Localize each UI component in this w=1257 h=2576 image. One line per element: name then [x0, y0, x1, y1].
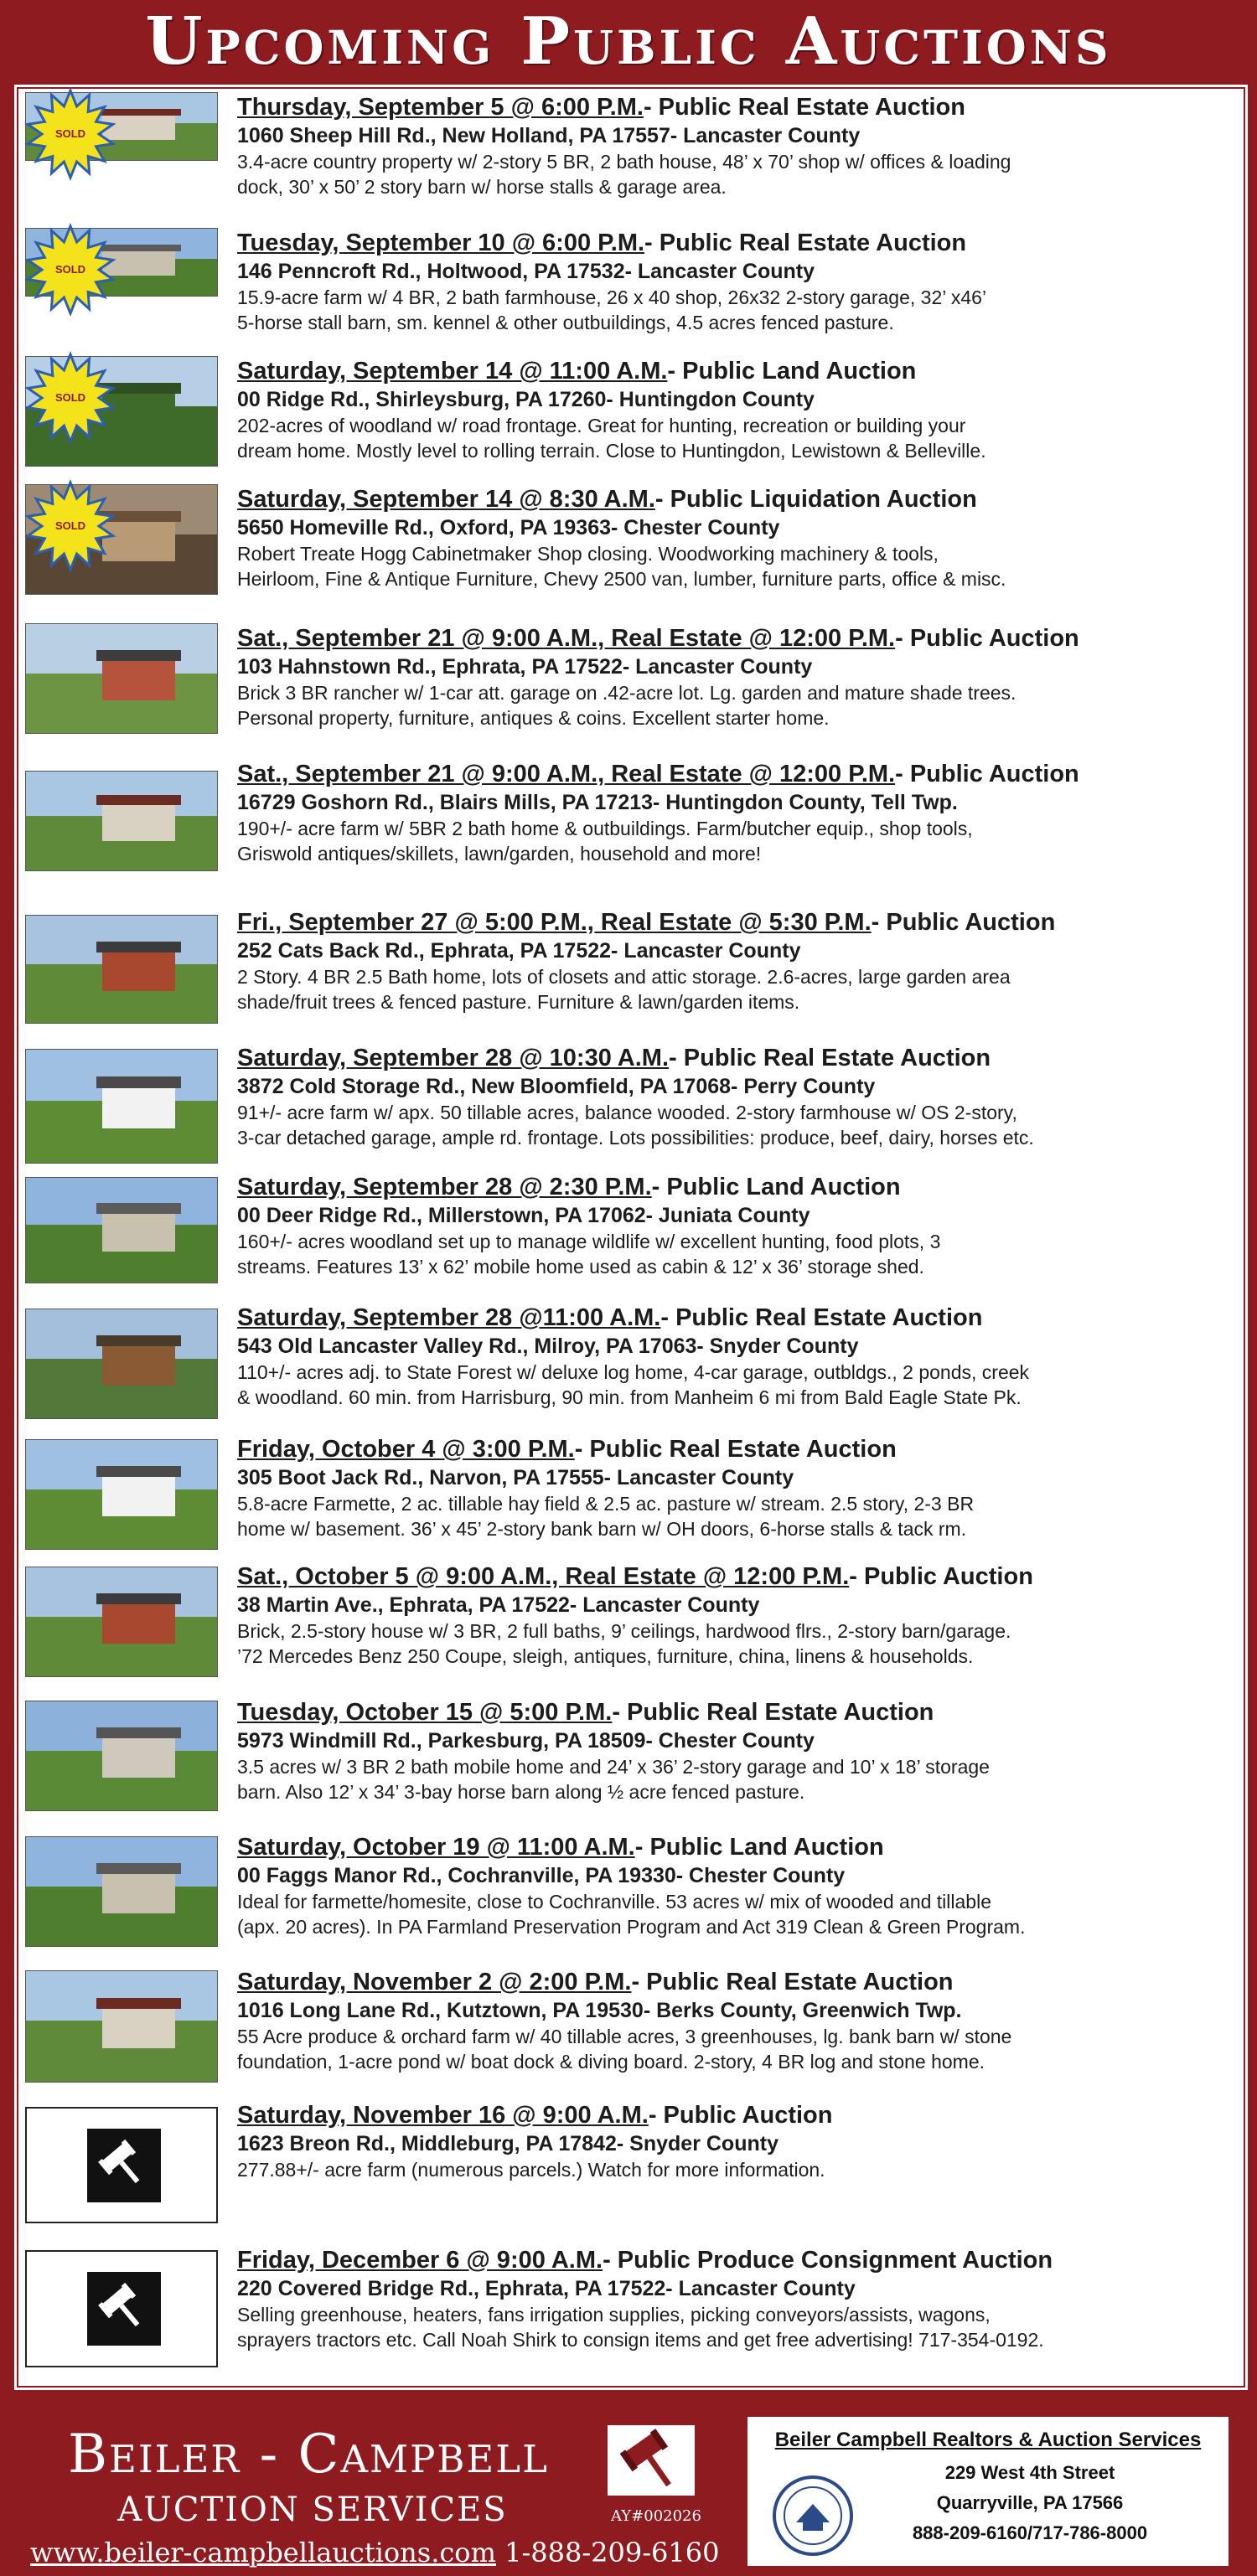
property-photo	[25, 915, 218, 1024]
listing-date: Saturday, October 19 @ 11:00 A.M.	[237, 1834, 635, 1861]
listing-type: - Public Real Estate Auction	[669, 1045, 991, 1071]
listing-address: 103 Hahnstown Rd., Ephrata, PA 17522- Lancaster County	[237, 655, 813, 679]
listing-details	[237, 1172, 1226, 1279]
listing-date: Saturday, September 14 @ 8:30 A.M.	[237, 486, 655, 513]
description-line: & woodland. 60 min. from Harrisburg, 90 min. from Manheim 6 mi from Bald Eagle State Pk.	[237, 1386, 1022, 1408]
listing-date-line	[237, 1172, 1226, 1202]
property-photo	[25, 1177, 218, 1283]
listing-date-line	[237, 2100, 1226, 2130]
listing-address: 1623 Breon Rd., Middleburg, PA 17842- Snyder County	[237, 2132, 779, 2155]
listing-description	[237, 2302, 1226, 2352]
listing-details	[237, 623, 1226, 730]
listing-address: 00 Deer Ridge Rd., Millerstown, PA 17062- Juniata County	[237, 1204, 810, 1227]
listing-details	[237, 228, 1226, 335]
listing-date: Sat., September 21 @ 9:00 A.M., Real Estate @ 12:00 P.M.	[237, 761, 896, 787]
listing-date-line	[237, 2245, 1226, 2275]
sold-badge	[20, 478, 121, 578]
description-line: 2 Story. 4 BR 2.5 Bath home, lots of closets and attic storage. 2.6-acres, large garden area	[237, 966, 1011, 988]
listing-details	[237, 2100, 1226, 2182]
listing-details	[237, 1562, 1226, 1669]
listing-type: - Public Real Estate Auction	[631, 1969, 954, 1995]
listing-date-line	[237, 1303, 1226, 1333]
footer	[0, 2392, 1257, 2576]
sold-badge	[20, 85, 121, 186]
listing-description	[237, 816, 1226, 866]
listing-date-line	[237, 907, 1226, 937]
description-line: 110+/- acres adj. to State Forest w/ deluxe log home, 4-car garage, outbldgs., 2 ponds, creek	[237, 1361, 1030, 1383]
property-photo	[25, 771, 218, 871]
listing-details	[237, 907, 1226, 1014]
description-line: Brick, 2.5-story house w/ 3 BR, 2 full baths, 9’ ceilings, hardwood flrs., 2-story barn/garage.	[237, 1620, 1011, 1642]
listing-address: 252 Cats Back Rd., Ephrata, PA 17522- Lancaster County	[237, 939, 801, 963]
listing-type: - Public Auction	[895, 625, 1079, 652]
sold-badge	[20, 221, 121, 322]
listing-details	[237, 1043, 1226, 1150]
listing-date-line	[237, 759, 1226, 789]
brand-subtitle: AUCTION SERVICES	[117, 2491, 508, 2529]
page-title: Upcoming Public Auctions	[145, 3, 1112, 80]
listing-type: - Public Real Estate Auction	[643, 94, 965, 121]
sold-label: SOLD	[54, 519, 86, 532]
listing-type: - Public Auction	[871, 909, 1056, 936]
listing-address: 16729 Goshorn Rd., Blairs Mills, PA 17213- Huntingdon County, Tell Twp.	[237, 791, 958, 814]
listing-date: Sat., October 5 @ 9:00 A.M., Real Estate @ 12:00 P.M.	[237, 1563, 850, 1590]
website-link[interactable]: www.beiler-campbellauctions.com	[30, 2537, 496, 2568]
description-line: shade/fruit trees & fenced pasture. Furniture & lawn/garden items.	[237, 991, 800, 1013]
listing-description	[237, 413, 1226, 463]
listing-type: - Public Land Auction	[634, 1834, 884, 1861]
listing-details	[237, 759, 1226, 866]
listing-description	[237, 285, 1226, 335]
listing-address: 5650 Homeville Rd., Oxford, PA 19363- Chester County	[237, 516, 780, 539]
listing-details	[237, 2245, 1226, 2352]
description-line: (apx. 20 acres). In PA Farmland Preservation Program and Act 319 Clean & Green Program.	[237, 1916, 1026, 1938]
listing-details	[237, 92, 1226, 199]
listing-description	[237, 964, 1226, 1014]
description-line: streams. Features 13’ x 62’ mobile home used as cabin & 12’ x 36’ storage shed.	[237, 1256, 924, 1278]
listing-description	[237, 680, 1226, 730]
brand-name: Beiler - Campbell	[67, 2424, 550, 2486]
listing-address: 5973 Windmill Rd., Parkesburg, PA 18509- Chester County	[237, 1729, 815, 1753]
listing-details	[237, 1697, 1226, 1804]
description-line: Robert Treate Hogg Cabinetmaker Shop closing. Woodworking machinery & tools,	[237, 543, 939, 565]
listing-type: - Public Real Estate Auction	[574, 1436, 897, 1463]
listing-address: 1016 Long Lane Rd., Kutztown, PA 19530- Berks County, Greenwich Twp.	[237, 1999, 962, 2022]
description-line: Selling greenhouse, heaters, fans irrigation supplies, picking conveyors/assists, wagons,	[237, 2304, 991, 2326]
listing-date-line	[237, 484, 1226, 514]
listing-details	[237, 1832, 1226, 1939]
footer-phone: 1-888-209-6160	[495, 2537, 720, 2568]
listing-description	[237, 541, 1226, 591]
listing-date-line	[237, 1043, 1226, 1073]
description-line: 15.9-acre farm w/ 4 BR, 2 bath farmhouse, 26 x 40 shop, 26x32 2-story garage, 32’ x46’	[237, 287, 987, 308]
listing-details	[237, 1434, 1226, 1541]
listing-description	[237, 1618, 1226, 1669]
description-line: 277.88+/- acre farm (numerous parcels.) Watch for more information.	[237, 2159, 825, 2181]
property-photo	[25, 1567, 218, 1677]
listing-date: Sat., September 21 @ 9:00 A.M., Real Estate @ 12:00 P.M.	[237, 625, 896, 652]
listing-date: Saturday, September 28 @ 10:30 A.M.	[237, 1045, 670, 1071]
listing-details	[237, 1303, 1226, 1410]
listing-description	[237, 2024, 1226, 2074]
description-line: Griswold antiques/skillets, lawn/garden, household and more!	[237, 843, 762, 865]
listing-date: Thursday, September 5 @ 6:00 P.M.	[237, 94, 644, 121]
property-photo	[25, 1701, 218, 1811]
contact-street: 229 West 4th Street	[944, 2462, 1115, 2483]
listing-description	[237, 1100, 1226, 1150]
contact-box	[747, 2417, 1229, 2566]
listing-address: 3872 Cold Storage Rd., New Bloomfield, PA 17068- Perry County	[237, 1075, 876, 1098]
property-photo	[25, 1049, 218, 1164]
listing-description	[237, 149, 1226, 199]
listing-date-line	[237, 1967, 1226, 1997]
listing-address: 00 Faggs Manor Rd., Cochranville, PA 19330- Chester County	[237, 1864, 846, 1887]
listing-date: Saturday, September 28 @11:00 A.M.	[237, 1304, 661, 1331]
contact-phones: 888-209-6160/717-786-8000	[912, 2522, 1148, 2543]
description-line: 5-horse stall barn, sm. kennel & other outbuildings, 4.5 acres fenced pasture.	[237, 312, 894, 333]
property-photo	[25, 1970, 218, 2083]
listing-date: Tuesday, September 10 @ 6:00 P.M.	[237, 230, 645, 256]
description-line: Brick 3 BR rancher w/ 1-car att. garage on .42-acre lot. Lg. garden and mature shade trees.	[237, 682, 1016, 704]
listing-type: - Public Land Auction	[667, 358, 917, 385]
listing-details	[237, 356, 1226, 463]
website-and-phone	[30, 2536, 719, 2569]
description-line: 91+/- acre farm w/ apx. 50 tillable acres, balance wooded. 2-story farmhouse w/ OS 2-story,	[237, 1102, 1017, 1123]
property-photo	[25, 1836, 218, 1947]
sold-label: SOLD	[54, 391, 86, 404]
description-line: 55 Acre produce & orchard farm w/ 40 tillable acres, 3 greenhouses, lg. bank barn w/ stone	[237, 2026, 1012, 2047]
description-line: ’72 Mercedes Benz 250 Coupe, sleigh, antiques, furniture, china, linens & households.	[237, 1645, 974, 1667]
listing-date-line	[237, 623, 1226, 653]
gavel-icon	[87, 2272, 161, 2346]
listing-date: Friday, December 6 @ 9:00 A.M.	[237, 2247, 603, 2274]
listing-type: - Public Produce Consignment Auction	[603, 2247, 1053, 2274]
description-line: 5.8-acre Farmette, 2 ac. tillable hay field & 2.5 ac. pasture w/ stream. 2.5 story, 2-3 BR	[237, 1493, 975, 1515]
contact-city: Quarryville, PA 17566	[936, 2492, 1124, 2513]
description-line: 202-acres of woodland w/ road frontage. Great for hunting, recreation or building your	[237, 415, 966, 436]
description-line: dock, 30’ x 50’ 2 story barn w/ horse stalls & garage area.	[237, 176, 727, 198]
listing-placeholder-image	[25, 2107, 218, 2223]
listing-date-line	[237, 92, 1226, 122]
listing-date: Tuesday, October 15 @ 5:00 P.M.	[237, 1699, 613, 1726]
listing-description	[237, 1229, 1226, 1279]
listing-description	[237, 1491, 1226, 1541]
listing-date-line	[237, 1832, 1226, 1862]
listing-date: Saturday, September 28 @ 2:30 P.M.	[237, 1174, 652, 1200]
description-line: 3.5 acres w/ 3 BR 2 bath mobile home and 24’ x 36’ 2-story garage and 10’ x 18’ storage	[237, 1756, 990, 1778]
description-line: foundation, 1-acre pond w/ boat dock & diving board. 2-story, 4 BR log and stone home.	[237, 2051, 985, 2073]
listing-address: 146 Penncroft Rd., Holtwood, PA 17532- Lancaster County	[237, 260, 815, 283]
listing-type: - Public Auction	[648, 2102, 833, 2129]
description-line: sprayers tractors etc. Call Noah Shirk to consign items and get free advertising! 717-354-0192.	[237, 2329, 1044, 2351]
sold-badge	[20, 349, 121, 450]
listing-description	[237, 1360, 1226, 1410]
property-photo	[25, 1439, 218, 1550]
description-line: 190+/- acre farm w/ 5BR 2 bath home & outbuildings. Farm/butcher equip., shop tools,	[237, 818, 973, 839]
listing-date: Saturday, November 16 @ 9:00 A.M.	[237, 2102, 649, 2129]
listing-type: - Public Land Auction	[651, 1174, 901, 1200]
listing-date-line	[237, 228, 1226, 258]
listing-address: 305 Boot Jack Rd., Narvon, PA 17555- Lancaster County	[237, 1466, 794, 1489]
description-line: 160+/- acres woodland set up to manage wildlife w/ excellent hunting, food plots, 3	[237, 1231, 941, 1252]
listing-description	[237, 1889, 1226, 1939]
license-number: AY#002026	[611, 2507, 701, 2525]
sold-label: SOLD	[54, 263, 86, 276]
listing-type: - Public Auction	[849, 1563, 1033, 1590]
listing-type: - Public Real Estate Auction	[660, 1304, 983, 1331]
listing-type: - Public Real Estate Auction	[644, 230, 967, 256]
listing-address: 1060 Sheep Hill Rd., New Holland, PA 17557- Lancaster County	[237, 124, 861, 147]
listing-placeholder-image	[25, 2250, 218, 2367]
property-photo	[25, 623, 218, 734]
listing-details	[237, 1967, 1226, 2074]
listing-address: 00 Ridge Rd., Shirleysburg, PA 17260- Huntingdon County	[237, 388, 815, 411]
listing-date-line	[237, 356, 1226, 386]
listing-date: Friday, October 4 @ 3:00 P.M.	[237, 1436, 575, 1463]
description-line: 3-car detached garage, ample rd. frontage. Lots possibilities: produce, beef, dairy, horses etc.	[237, 1127, 1034, 1149]
listing-date-line	[237, 1562, 1226, 1592]
listing-date-line	[237, 1434, 1226, 1464]
listing-type: - Public Auction	[895, 761, 1079, 787]
listing-description	[237, 2157, 1226, 2182]
listing-address: 543 Old Lancaster Valley Rd., Milroy, PA 17063- Snyder County	[237, 1334, 859, 1358]
contact-name: Beiler Campbell Realtors & Auction Services	[774, 2429, 1202, 2451]
description-line: Personal property, furniture, antiques & coins. Excellent starter home.	[237, 707, 830, 729]
description-line: 3.4-acre country property w/ 2-story 5 BR, 2 bath house, 48’ x 70’ shop w/ offices & loading	[237, 151, 1011, 173]
listing-description	[237, 1754, 1226, 1804]
listing-type: - Public Real Estate Auction	[612, 1699, 934, 1726]
title-bar	[0, 0, 1257, 82]
listing-address: 220 Covered Bridge Rd., Ephrata, PA 17522- Lancaster County	[237, 2277, 856, 2300]
listing-date: Fri., September 27 @ 5:00 P.M., Real Estate @ 5:30 P.M.	[237, 909, 872, 936]
property-photo	[25, 1309, 218, 1419]
listing-date-line	[237, 1697, 1226, 1727]
description-line: home w/ basement. 36’ x 45’ 2-story bank barn w/ OH doors, 6-horse stalls & tack rm.	[237, 1518, 967, 1540]
listing-details	[237, 484, 1226, 591]
description-line: barn. Also 12’ x 34’ 3-bay horse barn along ½ acre fenced pasture.	[237, 1781, 805, 1803]
listing-type: - Public Liquidation Auction	[654, 486, 977, 513]
listing-date: Saturday, November 2 @ 2:00 P.M.	[237, 1969, 632, 1995]
listing-date: Saturday, September 14 @ 11:00 A.M.	[237, 358, 668, 385]
description-line: Heirloom, Fine & Antique Furniture, Chevy 2500 van, lumber, furniture parts, office & misc.	[237, 568, 1006, 590]
gavel-icon	[87, 2129, 161, 2202]
sold-label: SOLD	[54, 127, 86, 140]
listing-address: 38 Martin Ave., Ephrata, PA 17522- Lancaster County	[237, 1593, 760, 1617]
description-line: dream home. Mostly level to rolling terrain. Close to Huntingdon, Lewistown & Belleville.	[237, 440, 986, 462]
realtor-seal-icon	[771, 2474, 855, 2558]
gavel-logo-icon	[608, 2425, 695, 2496]
description-line: Ideal for farmette/homesite, close to Cochranville. 53 acres w/ mix of wooded and tillable	[237, 1891, 991, 1913]
